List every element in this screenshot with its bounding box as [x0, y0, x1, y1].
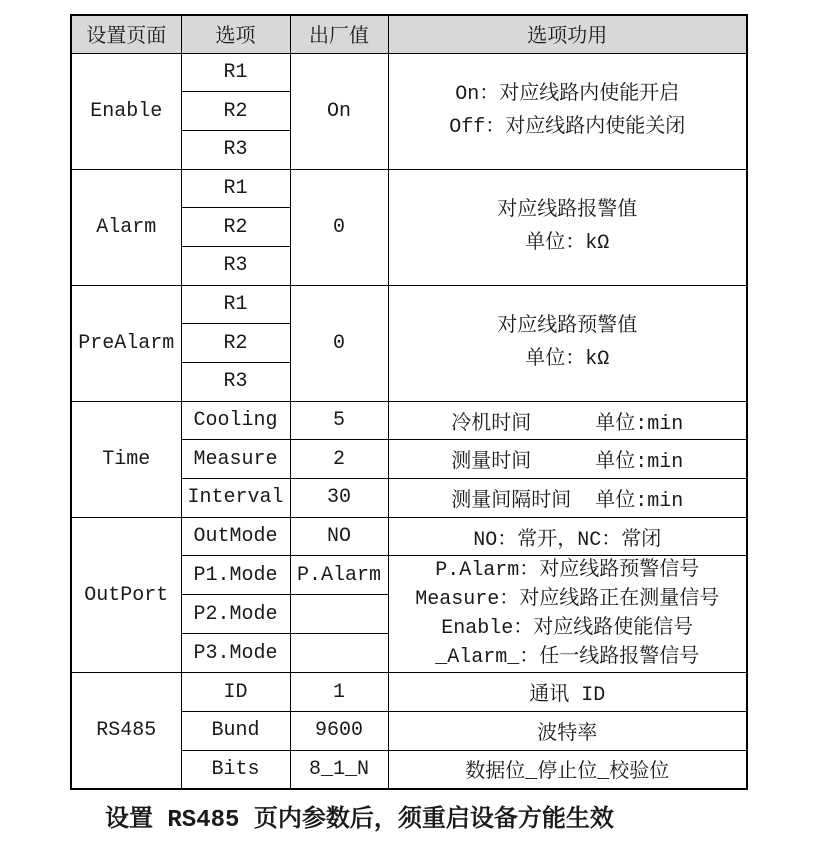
option-cell-enable-r2: R2 — [181, 92, 290, 131]
option-cell-outmode: OutMode — [181, 517, 290, 556]
factory-cell-bits: 8_1_N — [290, 750, 388, 789]
option-cell-prealarm-r2: R2 — [181, 324, 290, 363]
function-unit: 单位:min — [595, 489, 684, 513]
function-line: Enable：对应线路使能信号 — [441, 617, 694, 641]
option-cell-p3mode: P3.Mode — [181, 634, 290, 673]
function-line: 单位：kΩ — [525, 348, 610, 372]
factory-cell-alarm: 0 — [290, 169, 388, 285]
option-cell-bits: Bits — [181, 750, 290, 789]
option-cell-cooling: Cooling — [181, 401, 290, 440]
function-unit: 单位:min — [595, 451, 684, 475]
option-cell-prealarm-r1: R1 — [181, 285, 290, 324]
option-cell-alarm-r1: R1 — [181, 169, 290, 208]
function-label: 测量间隔时间 — [451, 489, 572, 513]
table-row — [71, 169, 747, 208]
factory-cell-outmode: NO — [290, 517, 388, 556]
table-row — [71, 285, 747, 324]
function-line: On：对应线路内使能开启 — [455, 83, 680, 107]
table-row — [71, 53, 747, 92]
page-cell-enable: Enable — [71, 53, 181, 169]
function-line: 单位：kΩ — [525, 232, 610, 256]
header-option: 选项 — [181, 15, 290, 53]
function-cell-alarm — [388, 169, 747, 285]
page-cell-rs485: RS485 — [71, 673, 181, 789]
table-row — [71, 517, 747, 556]
header-row — [71, 15, 747, 53]
page-cell-time: Time — [71, 401, 181, 517]
factory-cell-p1mode: P.Alarm — [290, 556, 388, 595]
factory-cell-interval: 30 — [290, 479, 388, 518]
factory-cell-p3mode — [290, 634, 388, 673]
page-cell-outport: OutPort — [71, 517, 181, 673]
factory-cell-bund: 9600 — [290, 712, 388, 751]
function-unit: 单位:min — [595, 412, 684, 436]
option-cell-alarm-r2: R2 — [181, 208, 290, 247]
option-cell-prealarm-r3: R3 — [181, 363, 290, 402]
function-cell-pmodes — [388, 556, 747, 673]
page-cell-alarm: Alarm — [71, 169, 181, 285]
factory-cell-prealarm: 0 — [290, 285, 388, 401]
option-cell-measure: Measure — [181, 440, 290, 479]
settings-table — [70, 14, 748, 790]
header-factory-value: 出厂值 — [290, 15, 388, 53]
option-cell-id: ID — [181, 673, 290, 712]
factory-cell-measure: 2 — [290, 440, 388, 479]
function-line: Off：对应线路内使能关闭 — [449, 116, 686, 140]
table-row — [71, 673, 747, 712]
function-line: _Alarm_：任一线路报警信号 — [435, 646, 700, 670]
function-cell-measure — [388, 440, 747, 479]
table-row — [71, 401, 747, 440]
function-line: Measure：对应线路正在测量信号 — [415, 588, 720, 612]
function-line: 对应线路预警值 — [497, 315, 638, 339]
function-cell-outmode: NO：常开，NC：常闭 — [388, 517, 747, 556]
function-cell-id: 通讯 ID — [388, 673, 747, 712]
option-cell-p1mode: P1.Mode — [181, 556, 290, 595]
function-cell-enable — [388, 53, 747, 169]
option-cell-bund: Bund — [181, 712, 290, 751]
factory-cell-p2mode — [290, 595, 388, 634]
option-cell-alarm-r3: R3 — [181, 246, 290, 285]
page-cell-prealarm: PreAlarm — [71, 285, 181, 401]
factory-cell-cooling: 5 — [290, 401, 388, 440]
function-label: 测量时间 — [451, 451, 532, 475]
restart-note: 设置 RS485 页内参数后，须重启设备方能生效 — [105, 807, 614, 834]
function-line: 对应线路报警值 — [497, 199, 638, 223]
function-cell-cooling — [388, 401, 747, 440]
option-cell-interval: Interval — [181, 479, 290, 518]
header-settings-page: 设置页面 — [71, 15, 181, 53]
function-cell-interval — [388, 479, 747, 518]
factory-cell-id: 1 — [290, 673, 388, 712]
option-cell-enable-r1: R1 — [181, 53, 290, 92]
function-label: 冷机时间 — [451, 412, 532, 436]
function-cell-bund: 波特率 — [388, 712, 747, 751]
function-line: P.Alarm：对应线路预警信号 — [435, 559, 700, 583]
function-cell-bits: 数据位_停止位_校验位 — [388, 750, 747, 789]
option-cell-enable-r3: R3 — [181, 130, 290, 169]
option-cell-p2mode: P2.Mode — [181, 595, 290, 634]
function-cell-prealarm — [388, 285, 747, 401]
header-option-function: 选项功用 — [388, 15, 747, 53]
factory-cell-enable: On — [290, 53, 388, 169]
